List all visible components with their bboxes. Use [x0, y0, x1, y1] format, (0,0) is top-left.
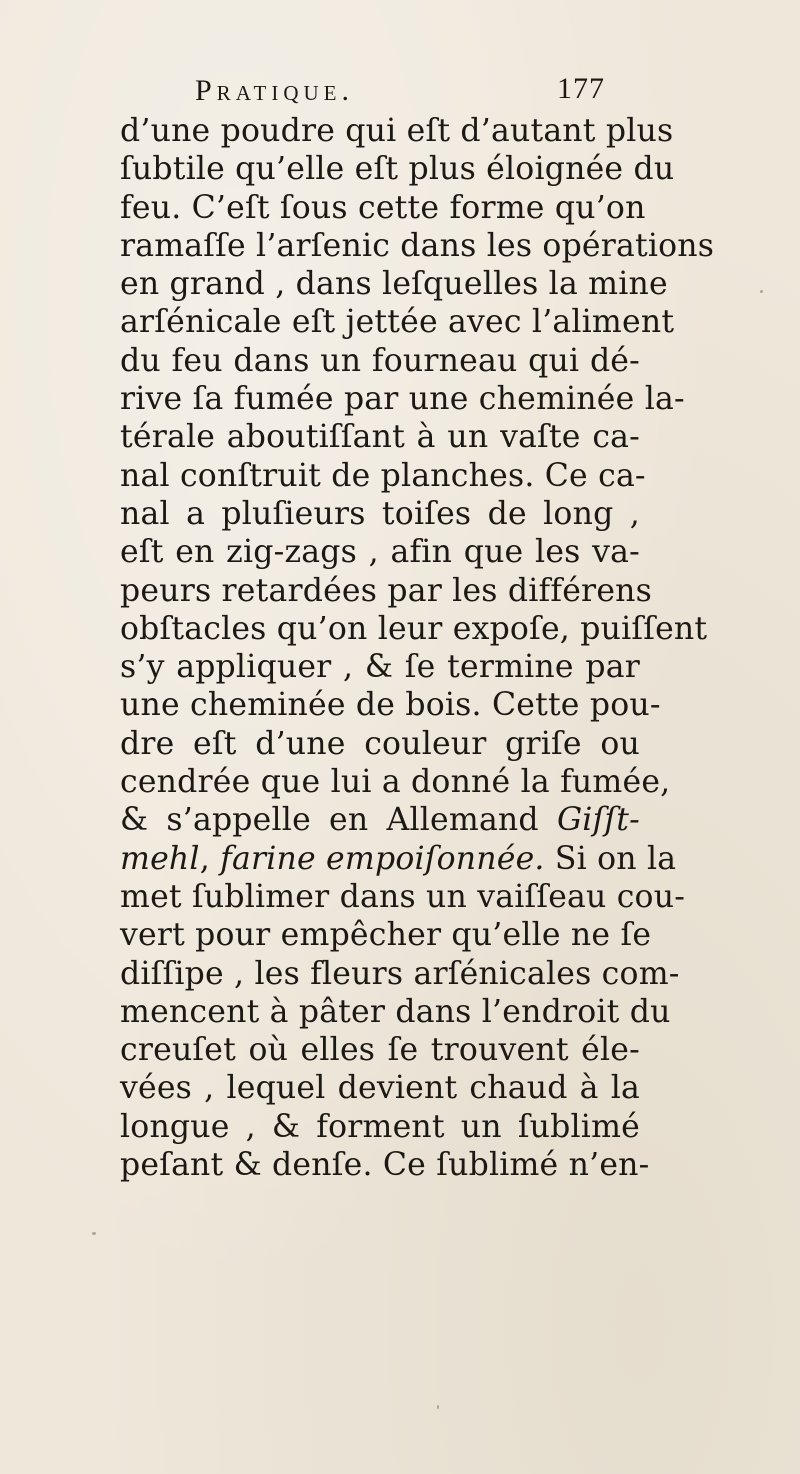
text-line-6: arſénicale eſt jettée avec l’aliment	[120, 304, 675, 341]
text-line-8: rive ſa fumée par une cheminée la-	[120, 381, 685, 418]
text-line-20-sep: ,	[199, 840, 221, 877]
text-line-11: nal a pluſieurs toiſes de long ,	[120, 495, 640, 532]
text-line-22: vert pour empêcher qu’elle ne ſe	[120, 917, 652, 954]
text-line-9: térale aboutiſſant à un vaſte ca-	[120, 419, 640, 456]
paper-speck	[760, 290, 763, 293]
text-line-25: creuſet où elles ſe trouvent éle-	[120, 1032, 640, 1069]
text-line-2: ſubtile qu’elle eſt plus éloignée du	[120, 151, 675, 188]
text-line-3: feu. C’eſt ſous cette forme qu’on	[120, 189, 646, 226]
text-line-16: une cheminée de bois. Cette pou-	[120, 687, 661, 724]
text-line-18: cendrée que lui a donné la fumée,	[120, 764, 671, 801]
text-line-12: eſt en zig-zags , afin que les va-	[120, 534, 640, 571]
text-line-10: nal conſtruit de planches. Ce ca-	[120, 457, 646, 494]
running-head	[195, 70, 615, 110]
text-line-23: diſſipe , les fleurs arſénicales com-	[120, 955, 680, 992]
text-line-20	[120, 840, 677, 878]
text-line-1: d’une poudre qui eſt d’autant plus	[120, 113, 674, 149]
text-line-14: obſtacles qu’on leur expoſe, puiſſent	[120, 610, 708, 647]
paper-speck	[92, 1232, 96, 1235]
running-title: Pratique.	[195, 74, 355, 107]
text-line-13: peurs retardées par les différens	[120, 572, 653, 609]
paper-speck	[437, 1405, 439, 1409]
text-line-15: s’y appliquer , & ſe termine par	[120, 649, 640, 686]
text-line-20-italic-b: farine empoiſonnée.	[220, 840, 545, 877]
text-line-17: dre eſt d’une couleur griſe ou	[120, 725, 640, 762]
text-line-19	[120, 801, 640, 839]
text-line-5: en grand , dans leſquelles la mine	[120, 266, 668, 303]
text-line-19-roman: & s’appelle en Allemand	[120, 802, 539, 839]
body-text	[120, 112, 715, 1184]
text-line-20-roman: Si on la	[544, 840, 677, 877]
text-line-27: longue , & forment un ſublimé	[120, 1108, 640, 1145]
text-line-21: met ſublimer dans un vaiſſeau cou-	[120, 878, 686, 915]
text-line-7: du feu dans un fourneau qui dé-	[120, 342, 640, 379]
text-line-26: vées , lequel devient chaud à la	[120, 1070, 640, 1107]
text-line-19-italic: Giſſt-	[556, 802, 640, 839]
text-line-20-italic-a: mehl	[120, 840, 200, 877]
text-line-24: mencent à pâter dans l’endroit du	[120, 993, 671, 1030]
page-number: 177	[557, 72, 605, 105]
text-line-28: peſant & denſe. Ce ſublimé n’en-	[120, 1147, 650, 1184]
text-line-4: ramaſſe l’arſenic dans les opérations	[120, 227, 715, 264]
